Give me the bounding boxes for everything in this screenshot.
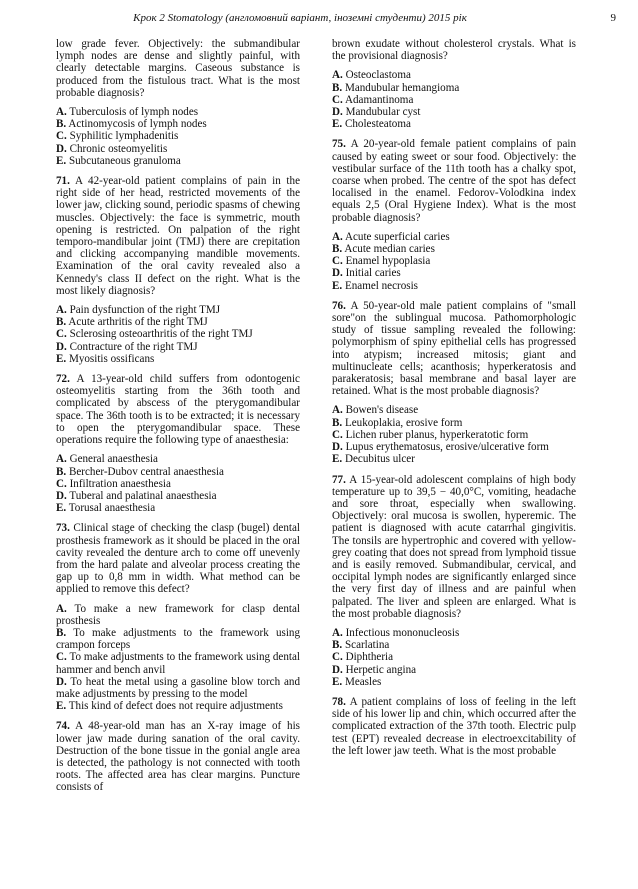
question-text: 74. A 48-year-old man has an X-ray image of his lower jaw made during sanation of the oral cavity. Destruction of the bone tissue in the gonial angle area is detected, the pathology is not connected with tooth roots. The affected area has clear margins. Puncture consists of [56, 720, 300, 794]
question-text: low grade fever. Objectively: the submandibular lymph nodes are dense and slightly painful, with clearly detectable margins. Caseous substance is produced from the fistulous tract. What is the most probable diagnosis? [56, 38, 300, 99]
answer-option-c: C. Diphtheria [332, 651, 394, 664]
question-number: 73. [56, 522, 70, 535]
question-number: 75. [332, 138, 346, 151]
question-number: 76. [332, 299, 346, 312]
answer-option-a: A. Tuberculosis of lymph nodes [56, 106, 199, 119]
question-76 [332, 300, 576, 466]
answer-option-d: D. Contracture of the right TMJ [56, 340, 198, 353]
answer-options [332, 69, 576, 130]
answer-options [56, 453, 300, 514]
answer-option-a: A. Osteoclastoma [332, 69, 411, 82]
answer-option-e: E. Enamel necrosis [332, 279, 418, 292]
answer-option-c: C. Enamel hypoplasia [332, 255, 431, 268]
answer-options [332, 627, 576, 688]
question-number: 77. [332, 473, 346, 486]
question-number: 71. [56, 175, 70, 188]
running-title: Крок 2 Stomatology (англомовний варіант, іноземні студенти) 2015 рік [133, 12, 467, 24]
page-header [0, 12, 638, 28]
answer-option-b: B. Acute median caries [332, 243, 435, 256]
question-78 [332, 696, 576, 757]
question-text: 76. A 50-year-old male patient complains of "small sore"on the sublingual mucosa. Pathomorphologic study of tissue sampling revealed the following: polymorphism of spiny epithelial cells has progressed into atypism; increased mitosis; giant and multinucleate cells; acanthosis; hyperkeratosis and parakeratosis; basal membrane and basal layer are retained. What is the most probable diagnosis? [332, 299, 576, 398]
answer-option-d: D. Herpetic angina [332, 663, 417, 676]
answer-option-e: E. Decubitus ulcer [332, 453, 415, 466]
question-72 [56, 373, 300, 514]
answer-option-e: E. Torusal anaesthesia [56, 502, 156, 515]
left-column [56, 38, 300, 801]
answer-option-c: C. To make adjustments to the framework using dental hammer and bench anvil [56, 651, 300, 676]
question-77 [332, 474, 576, 688]
question-text: brown exudate without cholesterol crystals. What is the provisional diagnosis? [332, 38, 576, 63]
answer-option-e: E. This kind of defect does not require adjustments [56, 700, 283, 713]
answer-option-d: D. Chronic osteomyelitis [56, 142, 168, 155]
answer-option-a: A. To make a new framework for clasp dental prosthesis [56, 602, 300, 627]
question-number: 78. [332, 695, 346, 708]
answer-option-c: C. Sclerosing osteoarthritis of the right TMJ [56, 328, 253, 341]
answer-options [332, 231, 576, 292]
question-text: 72. A 13-year-old child suffers from odontogenic osteomyelitis starting from the 36th tooth and complicated by abscess of the pterygomandibular space. The 36th tooth is to be extracted; it is necessary to open the pterygomandibular space. These operations require the following type of anaesthesia: [56, 373, 300, 447]
answer-option-d: D. Lupus erythematosus, erosive/ulcerative form [332, 441, 549, 454]
answer-option-b: B. Acute arthritis of the right TMJ [56, 316, 208, 329]
answer-option-a: A. Bowen's disease [332, 404, 419, 417]
answer-option-d: D. Tuberal and palatinal anaesthesia [56, 489, 217, 502]
answer-option-d: D. To heat the metal using a gasoline blow torch and make adjustments by pressing to the model [56, 675, 300, 700]
answer-option-e: E. Cholesteatoma [332, 118, 411, 131]
answer-option-c: C. Infiltration anaesthesia [56, 477, 171, 490]
right-column [332, 38, 576, 764]
answer-option-c: C. Lichen ruber planus, hyperkeratotic form [332, 428, 529, 441]
question-74-continued [332, 38, 576, 130]
page-number: 9 [610, 12, 616, 24]
answer-option-c: C. Syphilitic lymphadenitis [56, 130, 179, 143]
answer-option-e: E. Myositis ossificans [56, 352, 155, 365]
answer-options [56, 304, 300, 365]
answer-option-b: B. Actinomycosis of lymph nodes [56, 118, 207, 131]
answer-option-e: E. Measles [332, 675, 382, 688]
answer-option-b: B. Bercher-Dubov central anaesthesia [56, 465, 224, 478]
answer-option-b: B. Leukoplakia, erosive form [332, 416, 463, 429]
question-text: 75. A 20-year-old female patient complains of pain caused by eating sweet or sour food. Objectively: the vestibular surface of the 11th tooth has a chalky spot, coarse when probed. The centre of the spot has defect localised in the enamel. Fedorov-Volodkina index equals 2,5 (Oral Hygiene Index). What is the most probable diagnosis? [332, 138, 576, 224]
question-71 [56, 175, 300, 365]
answer-option-a: A. Infectious mononucleosis [332, 626, 460, 639]
question-70-continued [56, 38, 300, 167]
question-number: 72. [56, 373, 70, 386]
answer-option-b: B. To make adjustments to the framework using crampon forceps [56, 626, 300, 652]
answer-option-d: D. Mandubular cyst [332, 106, 421, 119]
answer-options [56, 603, 300, 713]
answer-option-a: A. Pain dysfunction of the right TMJ [56, 304, 221, 317]
question-text: 71. A 42-year-old patient complains of pain in the right side of her head, restricted movements of the lower jaw, clicking sound, periodic spasms of chewing muscles. Objectively: the face is symmetric, mouth opening is restricted. On palpation of the right temporo-mandibular joint (TMJ) there are crepitation and clicking accompanying mandible movements. Examination of the oral cavity revealed also a Kennedy's class II defect on the right. What is the most likely diagnosis? [56, 175, 300, 297]
answer-option-b: B. Mandubular hemangioma [332, 81, 460, 94]
answer-options [56, 106, 300, 167]
answer-option-e: E. Subcutaneous granuloma [56, 154, 181, 167]
answer-option-c: C. Adamantinoma [332, 93, 414, 106]
question-text: 78. A patient complains of loss of feeling in the left side of his lower lip and chin, which occurred after the complicated extraction of the 37th tooth. Electric pulp test (EPT) revealed decrease in electroexcitability of the left lower jaw teeth. What is the most probable [332, 695, 576, 757]
answer-option-a: A. Acute superficial caries [332, 230, 450, 243]
answer-option-d: D. Initial caries [332, 267, 401, 280]
question-number: 74. [56, 720, 70, 733]
answer-option-b: B. Scarlatina [332, 639, 390, 652]
question-73 [56, 522, 300, 712]
question-text: 73. Clinical stage of checking the clasp (bugel) dental prosthesis framework as it should be placed in the oral cavity revealed the denture arch to come off unevenly from the hard palate and alveolar process creating the gap up to 0,8 mm in width. What method can be applied to remove this defect? [56, 522, 300, 596]
answer-options [332, 404, 576, 465]
question-75 [332, 138, 576, 291]
answer-option-a: A. General anaesthesia [56, 453, 158, 466]
question-text: 77. A 15-year-old adolescent complains of high body temperature up to 39,5 − 40,0°C, vomiting, headache and sore throat, especially when swallowing. Objectively: oral mucosa is swollen, hyperemic. The patient is diagnosed with acute catarrhal gingivitis. The tonsils are hypertrophic and covered with yellow-grey coating that does not spread from lymphoid tissue and is easily removed. Submandibular, cervical, and occipital lymph nodes are significantly enlarged since the very first day of illness and are painful when palpated. The liver and spleen are enlarged. What is the most probable diagnosis? [332, 473, 577, 620]
question-74 [56, 720, 300, 793]
